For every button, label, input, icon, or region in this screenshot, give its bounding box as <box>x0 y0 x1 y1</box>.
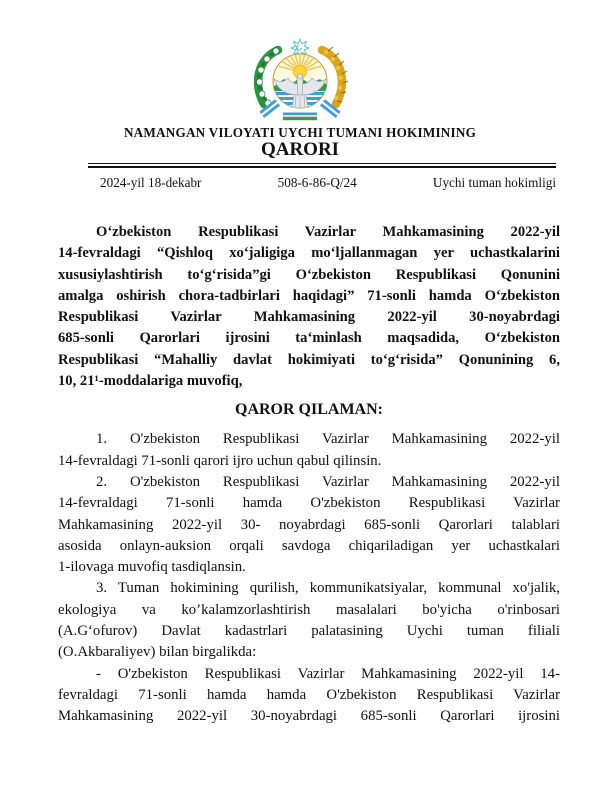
text-line: Mahkamasining 2022-yil 30-noyabrdagi 685-sonli Qarorlari ijrosini <box>58 708 560 725</box>
resolution-item-1 <box>58 429 560 472</box>
text-line: Oʻzbekiston Respublikasi Vazirlar Mahkamasining 2022-yil <box>96 224 560 240</box>
text-line: (A.Gʻofurov) Davlat kadastrlari palatasining Uychi tuman filiali <box>58 623 560 640</box>
text-line: Mahkamasining 2022-yil 30- noyabrdagi 685-sonli Qarorlari talablari <box>58 516 560 533</box>
document-issuer: Uychi tuman hokimligi <box>432 175 556 190</box>
uzbekistan-state-emblem-icon <box>244 38 356 122</box>
text-line: - O'zbekiston Respublikasi Vazirlar Mahkamasining 2022-yil 14- <box>96 665 560 682</box>
text-line: 14-fevraldagi 71-sonli hamda O'zbekiston Respublikasi Vazirlar <box>58 495 560 512</box>
preamble-paragraph <box>58 222 560 392</box>
text-line: 1-ilovaga muvofiq tasdiqlansin. <box>58 559 246 576</box>
text-line: amalga oshirish chora-tadbirlari haqidagi” 71-sonli hamda Oʻzbekiston <box>58 287 560 304</box>
text-line: 14-fevraldagi “Qishloq xoʻjaligiga moʻljallanmagan yer uchastkalarini <box>58 245 560 262</box>
text-line: 685-sonli Qarorlari ijrosini taʻminlash maqsadida, Oʻzbekiston <box>58 330 560 347</box>
text-line: xususiylashtirish toʻgʻrisida”gi Oʻzbekiston Respublikasi Qonunini <box>58 266 560 283</box>
resolution-heading: QAROR QILAMAN: <box>235 401 383 419</box>
document-number: 508-6-86-Q/24 <box>277 175 357 190</box>
resolution-item-3 <box>58 578 560 663</box>
header-divider <box>88 163 556 168</box>
text-line: 2. O'zbekiston Respublikasi Vazirlar Mahkamasining 2022-yil <box>96 473 560 490</box>
text-line: 3. Tuman hokimining qurilish, kommunikatsiyalar, kommunal xo'jalik, <box>96 580 560 597</box>
document-body <box>58 222 560 728</box>
document-type-title: QARORI <box>260 139 340 160</box>
text-line: asosida onlayn-auksion orqali savdoga chiqariladigan yer uchastkalari <box>58 537 560 554</box>
issuing-authority-title: NAMANGAN VILOYATI UYCHI TUMANI HOKIMINING <box>123 125 477 140</box>
text-line: Respublikasi Vazirlar Mahkamasining 2022-yil 30-noyabrdagi <box>58 309 560 326</box>
text-line: ekologiya va ko’kalamzorlashtirish masalalari bo'yicha o'rinbosari <box>58 601 560 618</box>
text-line: fevraldagi 71-sonli hamda hamda O'zbekiston Respublikasi Vazirlar <box>58 686 560 703</box>
text-line: 1. O'zbekiston Respublikasi Vazirlar Mahkamasining 2022-yil <box>96 431 560 448</box>
text-line: 14-fevraldagi 71-sonli qarori ijro uchun qabul qilinsin. <box>58 452 382 469</box>
document-date: 2024-yil 18-dekabr <box>100 175 202 190</box>
resolution-item-2 <box>58 472 560 578</box>
text-line: 10, 21¹-moddalariga muvofiq, <box>58 373 243 390</box>
document-meta-row <box>100 175 556 190</box>
resolution-subitem-dash <box>58 664 560 728</box>
text-line: Respublikasi “Mahalliy davlat hokimiyati toʻgʻrisida” Qonunining 6, <box>58 351 560 368</box>
text-line: (O.Akbaraliyev) bilan birgalikda: <box>58 644 257 661</box>
